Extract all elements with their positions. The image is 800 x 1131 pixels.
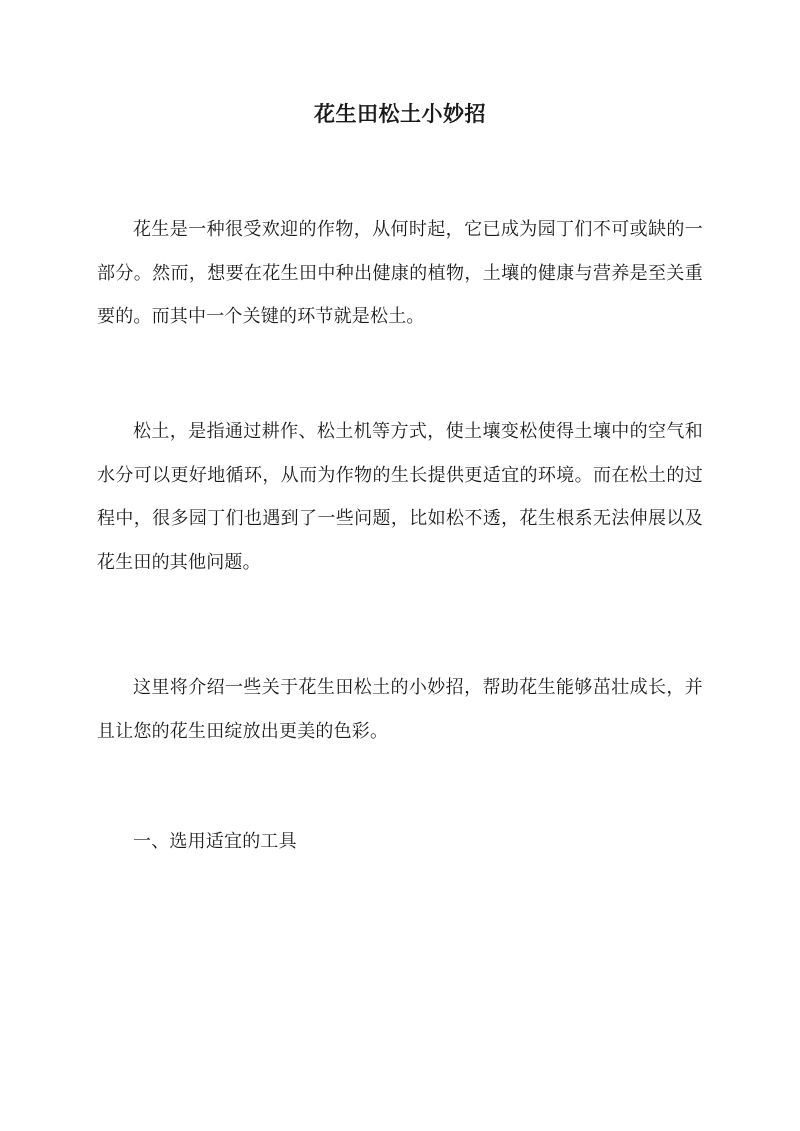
- section-heading: 一、选用适宜的工具: [133, 831, 297, 852]
- paragraph-purpose: 这里将介绍一些关于花生田松土的小妙招，帮助花生能够茁壮成长，并且让您的花生田绽放出更美的色彩。: [97, 677, 703, 742]
- document-title: 花生田松土小妙招: [314, 101, 486, 126]
- paragraph-definition: 松土，是指通过耕作、松土机等方式，使土壤变松使得土壤中的空气和水分可以更好地循环，从而为作物的生长提供更适宜的环境。而在松土的过程中，很多园丁们也遇到了一些问题，比如松不透，花生根系无法伸展以及花生田的其他问题。: [97, 421, 703, 573]
- paragraph-intro: 花生是一种很受欢迎的作物，从何时起，它已成为园丁们不可或缺的一部分。然而，想要在花生田中种出健康的植物，土壤的健康与营养是至关重要的。而其中一个关键的环节就是松土。: [97, 219, 703, 327]
